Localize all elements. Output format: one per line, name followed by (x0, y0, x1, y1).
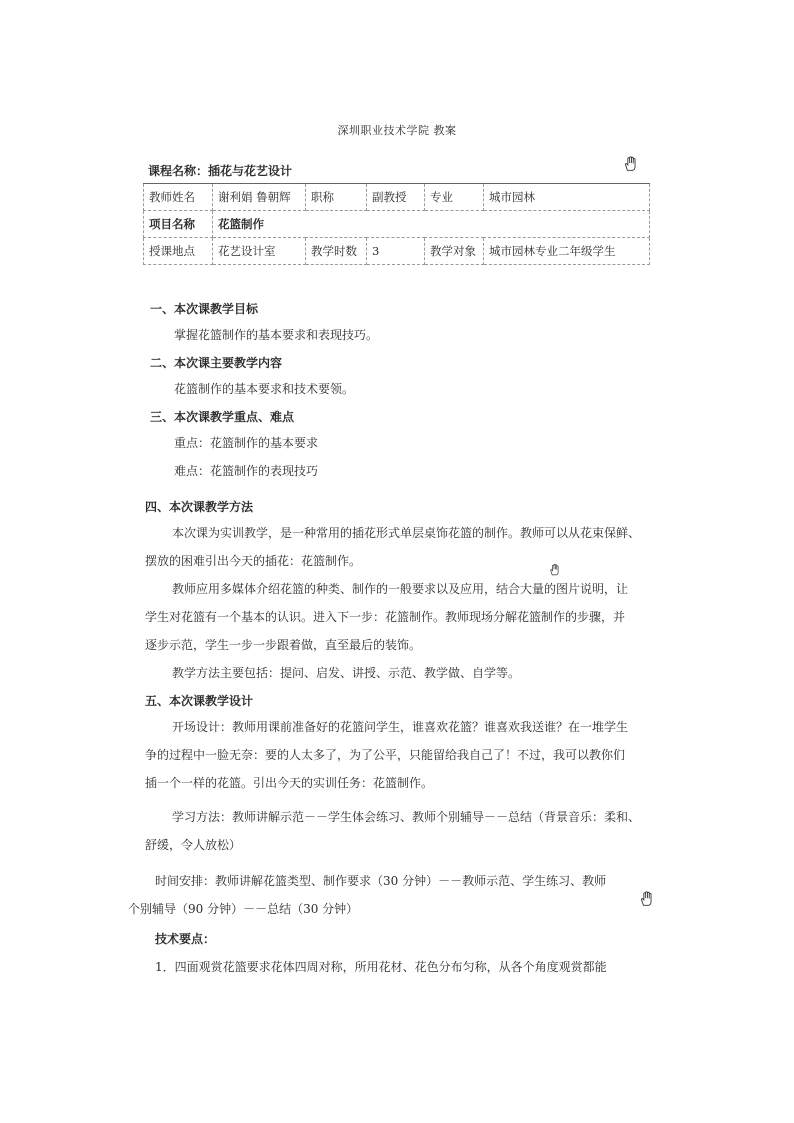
paragraph-line: 争的过程中一脸无奈：要的人太多了，为了公平，只能留给我自己了！不过，我可以教你们 (145, 748, 626, 762)
section-4-title: 四、本次课教学方法 (145, 500, 254, 514)
paragraph-line: 摆放的困难引出今天的插花：花篮制作。 (145, 554, 362, 568)
paragraph-line: 教师应用多媒体介绍花篮的种类、制作的一般要求以及应用，结合大量的图片说明，让 (172, 582, 629, 596)
hand-cursor-icon (638, 890, 656, 908)
location-value: 花艺设计室 (213, 238, 306, 265)
location-label: 授课地点 (144, 238, 213, 265)
hours-value: 3 (367, 238, 425, 265)
paragraph-line: 时间安排：教师讲解花篮类型、制作要求（30 分钟）－－教师示范、学生练习、教师 (155, 874, 607, 888)
section-2-text: 花篮制作的基本要求和技术要领。 (174, 382, 355, 396)
page-header-title: 深圳职业技术学院 教案 (337, 124, 457, 137)
section-3-difficult-point: 难点：花篮制作的表现技巧 (174, 464, 319, 478)
section-3-key-point: 重点：花篮制作的基本要求 (174, 436, 319, 450)
paragraph-line: 学生对花篮有一个基本的认识。进入下一步：花篮制作。教师现场分解花篮制作的步骤，并 (145, 610, 626, 624)
teacher-value: 谢利娟 鲁朝辉 (213, 184, 306, 211)
paragraph-line: 舒缓，令人放松） (145, 838, 242, 852)
major-value: 城市园林 (484, 184, 650, 211)
section-5-title: 五、本次课教学设计 (145, 694, 254, 708)
paragraph-line: 本次课为实训教学，是一种常用的插花形式单层桌饰花篮的制作。教师可以从花束保鲜、 (172, 526, 641, 540)
section-3-title: 三、本次课教学重点、难点 (150, 410, 295, 424)
section-2-title: 二、本次课主要教学内容 (150, 356, 283, 370)
table-row (144, 238, 650, 265)
paragraph-line: 开场设计：教师用课前准备好的花篮问学生，谁喜欢花篮？谁喜欢我送谁？在一堆学生 (172, 720, 629, 734)
paragraph-line: 插一个一样的花篮。引出今天的实训任务：花篮制作。 (145, 776, 434, 790)
section-1-text: 掌握花篮制作的基本要求和表现技巧。 (174, 328, 379, 342)
teacher-label: 教师姓名 (144, 184, 213, 211)
hours-label: 教学时数 (306, 238, 367, 265)
hand-cursor-icon (622, 155, 640, 173)
course-info-table (143, 183, 650, 265)
major-label: 专业 (425, 184, 484, 211)
target-label: 教学对象 (425, 238, 484, 265)
project-value: 花篮制作 (213, 211, 650, 238)
table-row (144, 184, 650, 211)
hand-cursor-icon (548, 563, 562, 577)
title-label: 职称 (306, 184, 367, 211)
title-value: 副教授 (367, 184, 425, 211)
target-value: 城市园林专业二年级学生 (484, 238, 650, 265)
paragraph-line: 教学方法主要包括：提问、启发、讲授、示范、教学做、自学等。 (172, 666, 521, 680)
course-name: 课程名称：插花与花艺设计 (148, 164, 293, 178)
project-label: 项目名称 (144, 211, 213, 238)
tech-point-item: 1．四面观赏花篮要求花体四周对称，所用花材、花色分布匀称，从各个角度观赏都能 (155, 960, 607, 974)
paragraph-line: 学习方法：教师讲解示范－－学生体会练习、教师个别辅导－－总结（背景音乐：柔和、 (172, 810, 641, 824)
table-row (144, 211, 650, 238)
section-1-title: 一、本次课教学目标 (150, 302, 259, 316)
paragraph-line: 逐步示范，学生一步一步跟着做，直至最后的装饰。 (145, 638, 422, 652)
tech-points-title: 技术要点： (155, 932, 216, 946)
paragraph-line: 个别辅导（90 分钟）－－总结（30 分钟） (128, 902, 359, 916)
